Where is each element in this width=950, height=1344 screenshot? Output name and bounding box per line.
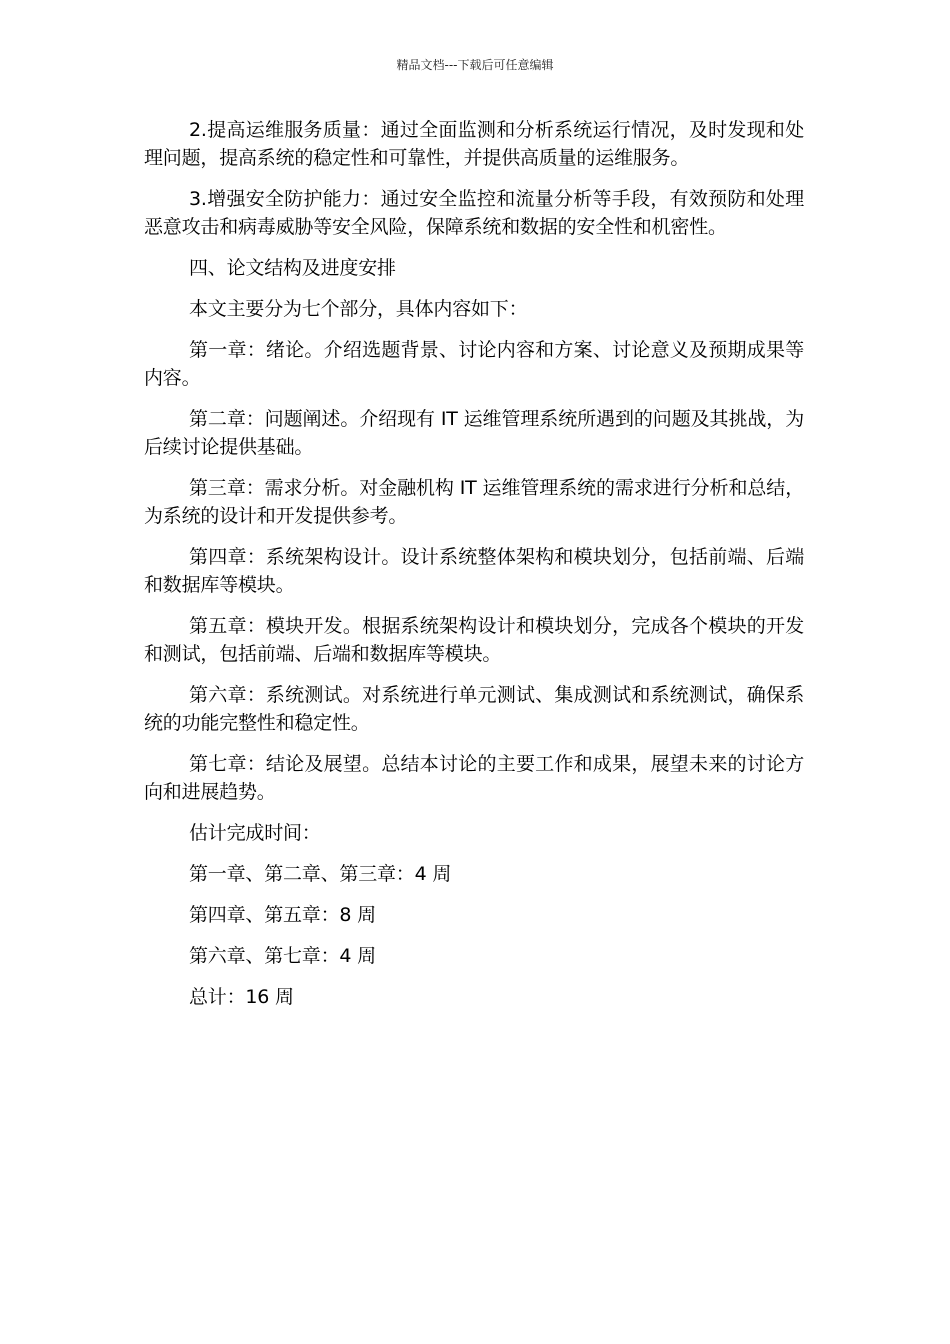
paragraph-goal-2: 2.提高运维服务质量：通过全面监测和分析系统运行情况，及时发现和处理问题，提高系统的稳定性和可靠性，并提供高质量的运维服务。 — [144, 119, 804, 169]
schedule-item-3: 第六章、第七章：4 周 — [189, 945, 376, 967]
schedule-item-2: 第四章、第五章：8 周 — [189, 904, 376, 926]
paragraph-chapter-6: 第六章：系统测试。对系统进行单元测试、集成测试和系统测试，确保系统的功能完整性和稳定性。 — [144, 684, 804, 734]
paragraph-chapter-1: 第一章：绪论。介绍选题背景、讨论内容和方案、讨论意义及预期成果等内容。 — [144, 339, 804, 389]
schedule-item-1: 第一章、第二章、第三章：4 周 — [189, 863, 452, 885]
document-body — [144, 116, 804, 1011]
schedule-total: 总计：16 周 — [189, 986, 294, 1008]
paragraph-intro: 本文主要分为七个部分，具体内容如下： — [189, 298, 528, 320]
paragraph-chapter-2: 第二章：问题阐述。介绍现有 IT 运维管理系统所遇到的问题及其挑战，为后续讨论提供基础。 — [144, 408, 804, 458]
paragraph-goal-3: 3.增强安全防护能力：通过安全监控和流量分析等手段，有效预防和处理恶意攻击和病毒威胁等安全风险，保障系统和数据的安全性和机密性。 — [144, 188, 804, 238]
paragraph-chapter-7: 第七章：结论及展望。总结本讨论的主要工作和成果，展望未来的讨论方向和进展趋势。 — [144, 753, 804, 803]
paragraph-schedule-title: 估计完成时间： — [189, 822, 321, 844]
paragraph-chapter-3: 第三章：需求分析。对金融机构 IT 运维管理系统的需求进行分析和总结，为系统的设计和开发提供参考。 — [144, 477, 804, 527]
paragraph-chapter-4: 第四章：系统架构设计。设计系统整体架构和模块划分，包括前端、后端和数据库等模块。 — [144, 546, 804, 596]
section-heading: 四、论文结构及进度安排 — [189, 257, 396, 279]
paragraph-chapter-5: 第五章：模块开发。根据系统架构设计和模块划分，完成各个模块的开发和测试，包括前端、后端和数据库等模块。 — [144, 615, 804, 665]
page-header: 精品文档---下载后可任意编辑 — [396, 58, 554, 72]
